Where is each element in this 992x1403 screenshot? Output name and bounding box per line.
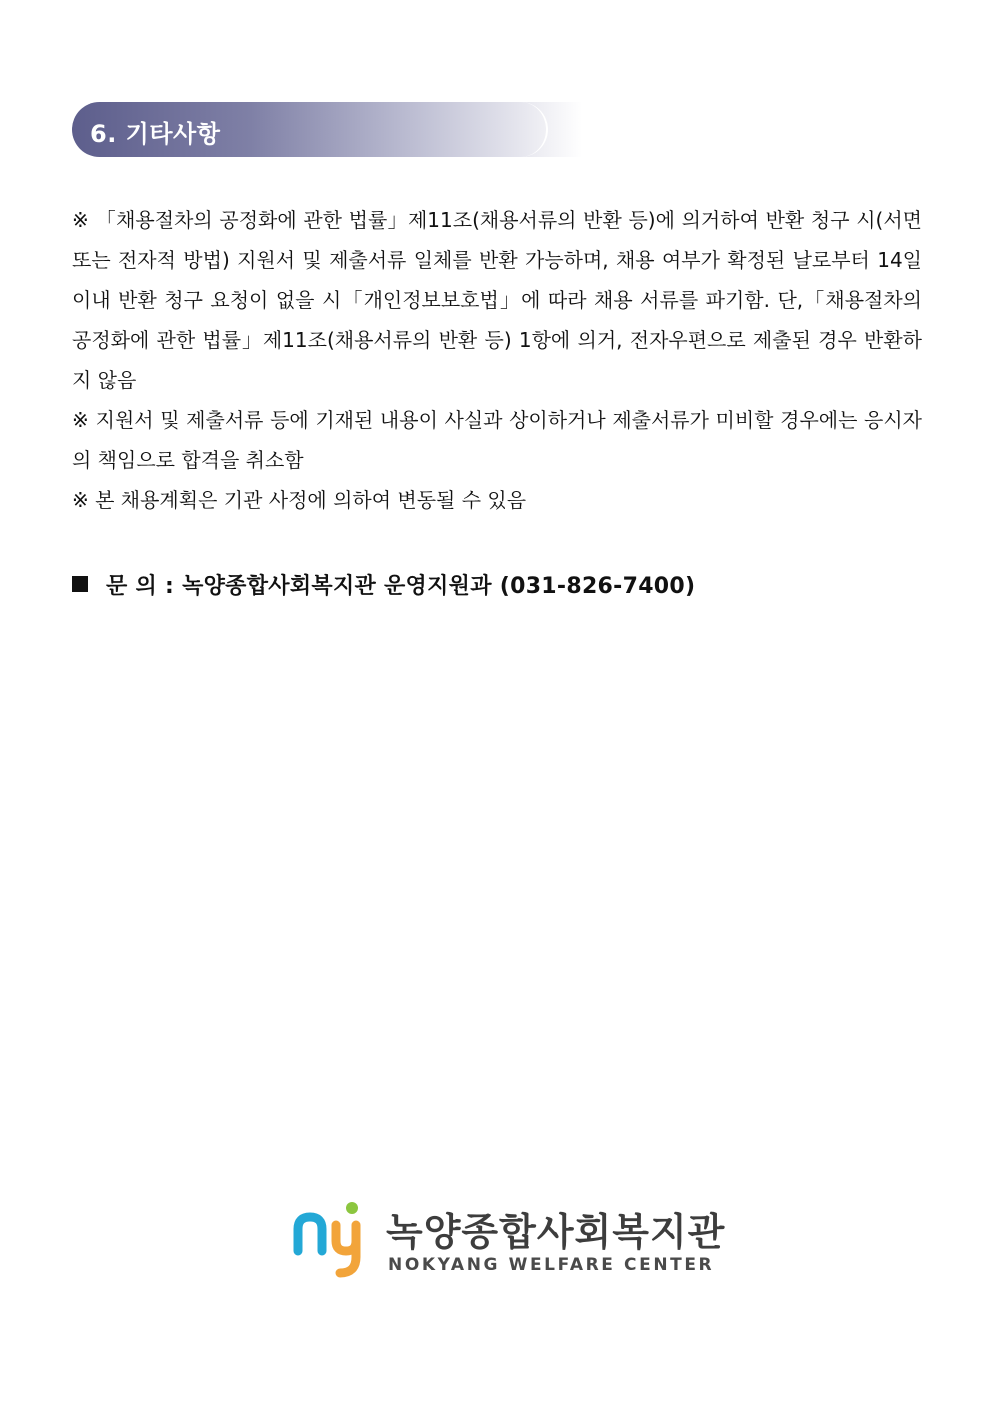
contact-line: [72, 569, 695, 600]
section-header: [72, 102, 582, 157]
note-return-documents: ※ 「채용절차의 공정화에 관한 법률」제11조(채용서류의 반환 등)에 의거하여 반환 청구 시(서면 또는 전자적 방법) 지원서 및 제출서류 일체를 반환 가능하며, 채용 여부가 확정된 날로부터 14일 이내 반환 청구 요청이 없을 시「개인정보보호법」에 따라 채용 서류를 파기함. 단,「채용절차의 공정화에 관한 법률」제11조(채용서류의 반환 등) 1항에 의거, 전자우편으로 제출된 경우 반환하지 않음: [72, 208, 922, 392]
logo-dot: [346, 1202, 358, 1214]
note-plan-change: ※ 본 채용계획은 기관 사정에 의하여 변동될 수 있음: [72, 488, 527, 512]
note-false-information: ※ 지원서 및 제출서류 등에 기재된 내용이 사실과 상이하거나 제출서류가 미비할 경우에는 응시자의 책임으로 합격을 취소함: [72, 408, 922, 472]
ny-logo-mark-icon: [290, 1199, 374, 1279]
logo-n-stroke: [298, 1217, 322, 1251]
square-bullet-icon: [72, 576, 88, 592]
logo-english-name: NOKYANG WELFARE CENTER: [388, 1255, 715, 1275]
contact-text: 문 의 : 녹양종합사회복지관 운영지원과 (031-826-7400): [106, 574, 696, 599]
notes-block: [72, 200, 922, 520]
logo-korean-name: 녹양종합사회복지관: [386, 1210, 726, 1254]
logo-y-stroke: [336, 1225, 356, 1273]
section-header-cap: [490, 102, 548, 157]
organization-logo: [290, 1195, 726, 1285]
section-title: 6. 기타사항: [90, 120, 221, 148]
